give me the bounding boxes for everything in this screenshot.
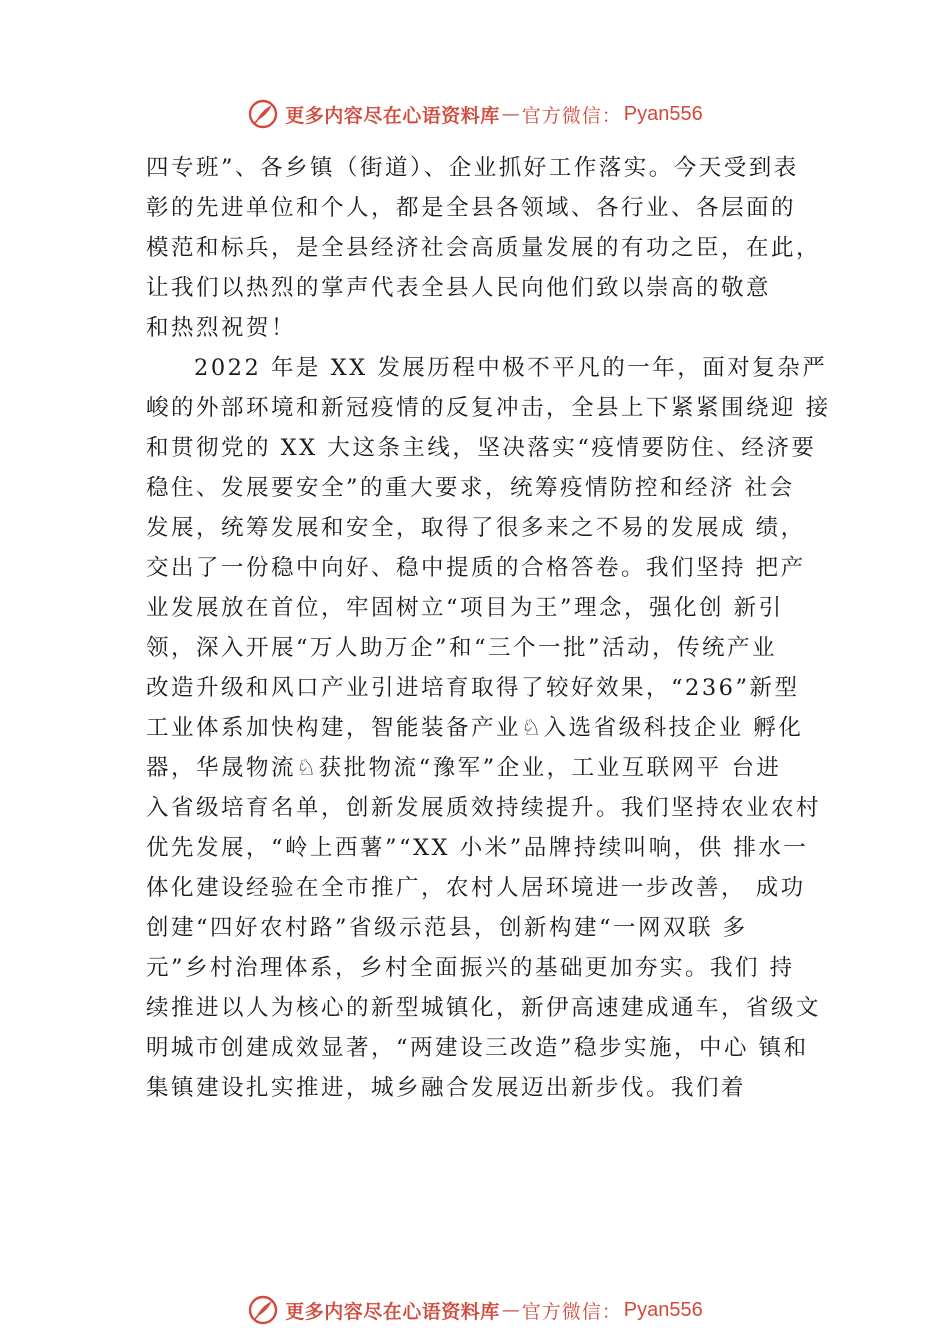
text-line: 器，华晟物流♘获批物流“豫军”企业，工业互联网平 台进 bbox=[146, 755, 782, 781]
text-line: 交出了一份稳中向好、稳中提质的合格答卷。我们坚持 把产 bbox=[146, 555, 806, 581]
feather-pen-logo-icon bbox=[247, 98, 279, 130]
text-line: 领，深入开展“万人助万企”和“三个一批”活动，传统产业 bbox=[146, 635, 778, 661]
text-line: 峻的外部环境和新冠疫情的反复冲击，全县上下紧紧围绕迎 接 bbox=[146, 395, 831, 421]
text-line: 创建“四好农村路”省级示范县，创新构建“一网双联 多 bbox=[146, 915, 748, 941]
text-line: 和贯彻党的 XX 大这条主线，坚决落实“疫情要防住、经济要 bbox=[146, 435, 817, 461]
text-line: 彰的先进单位和个人，都是全县各领域、各行业、各层面的 bbox=[146, 195, 797, 221]
text-line: 入省级培育名单，创新发展质效持续提升。我们坚持农业农村 bbox=[146, 795, 822, 821]
text-line: 体化建设经验在全市推广，农村人居环境进一步改善， 成功 bbox=[146, 875, 806, 901]
text-line: 续推进以人为核心的新型城镇化，新伊高速建成通车，省级文 bbox=[146, 995, 822, 1021]
separator-dash: — bbox=[501, 103, 520, 125]
brand-name: 更多内容尽在心语资料库 bbox=[285, 104, 500, 127]
text-line: 明城市创建成效显著，“两建设三改造”稳步实施，中心 镇和 bbox=[146, 1035, 809, 1061]
paragraph-start-line: 2022 年是 XX 发展历程中极不平凡的一年，面对复杂严 bbox=[194, 355, 828, 381]
text-line: 优先发展，“岭上西薯”“XX 小米”品牌持续叫响，供 排水一 bbox=[146, 835, 809, 861]
text-line: 改造升级和风口产业引进培育取得了较好效果，“236”新型 bbox=[146, 675, 800, 701]
text-line: 和热烈祝贺！ bbox=[146, 315, 297, 341]
text-line: 让我们以热烈的掌声代表全县人民向他们致以崇高的敬意 bbox=[146, 275, 772, 301]
text-line: 稳住、发展要安全”的重大要求，统筹疫情防控和经济 社会 bbox=[146, 475, 795, 501]
feather-pen-logo-icon bbox=[247, 1294, 279, 1326]
text-line: 集镇建设扎实推进，城乡融合发展迈出新步伐。我们着 bbox=[146, 1075, 747, 1101]
footer-banner bbox=[0, 1290, 950, 1330]
wechat-handle: Pyan556 bbox=[623, 1298, 703, 1321]
wechat-label: 官方微信： bbox=[521, 1300, 622, 1323]
wechat-handle: Pyan556 bbox=[623, 102, 703, 125]
text-line: 发展，统筹发展和安全，取得了很多来之不易的发展成 绩， bbox=[146, 515, 806, 541]
separator-dash: — bbox=[501, 1299, 520, 1321]
brand-name: 更多内容尽在心语资料库 bbox=[285, 1300, 500, 1323]
text-line: 模范和标兵，是全县经济社会高质量发展的有功之臣，在此， bbox=[146, 235, 822, 261]
text-line: 工业体系加快构建，智能装备产业♘入选省级科技企业 孵化 bbox=[146, 715, 804, 741]
text-line: 四专班”、各乡镇（街道）、企业抓好工作落实。今天受到表 bbox=[146, 155, 799, 181]
text-line: 业发展放在首位，牢固树立“项目为王”理念，强化创 新引 bbox=[146, 595, 784, 621]
document-body bbox=[146, 148, 836, 1108]
wechat-label: 官方微信： bbox=[521, 104, 622, 127]
text-line: 元”乡村治理体系，乡村全面振兴的基础更加夯实。我们 持 bbox=[146, 955, 795, 981]
header-banner bbox=[0, 94, 950, 134]
